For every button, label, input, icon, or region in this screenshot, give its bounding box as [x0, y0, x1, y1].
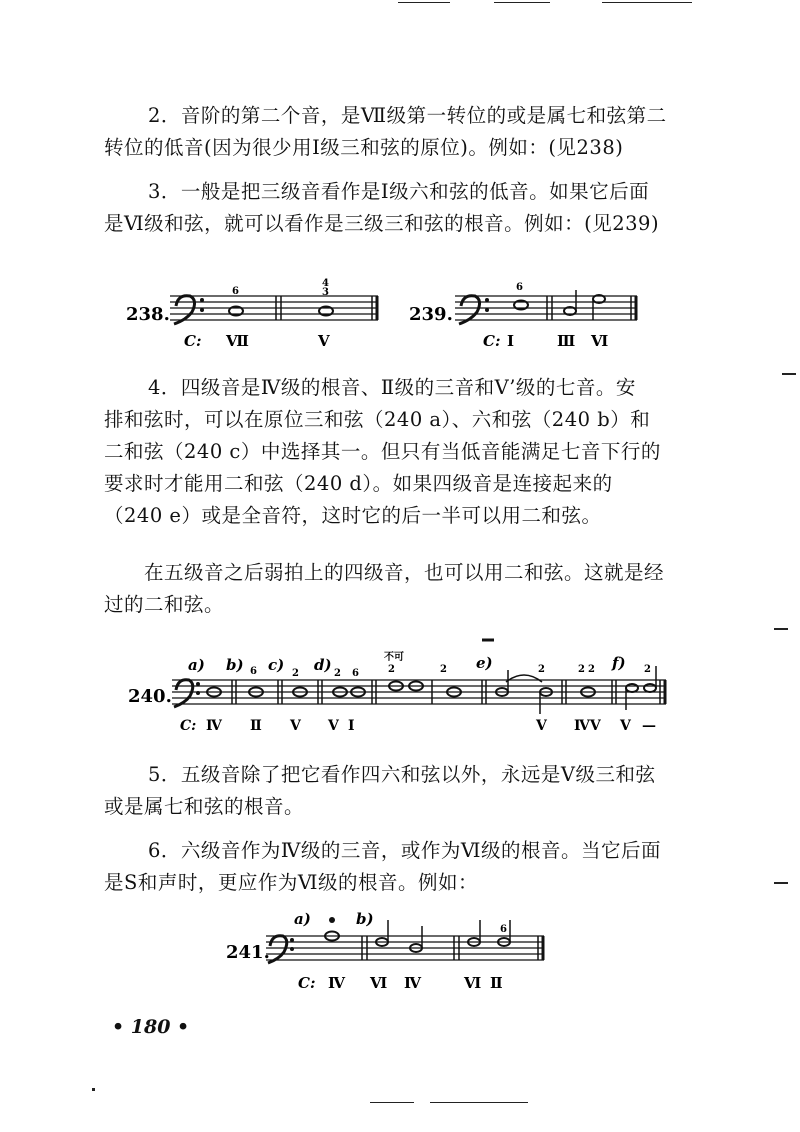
degree-label: Ⅰ	[507, 332, 515, 350]
figure-label: 6	[250, 666, 257, 677]
annotation-note: 不可	[384, 652, 404, 663]
bass-clef-dot	[200, 308, 204, 312]
corner-speck	[92, 1088, 95, 1091]
figure-label: 2	[334, 668, 341, 679]
bottom-rule	[430, 1102, 528, 1103]
figure-label: 2	[538, 664, 545, 675]
degree-label: Ⅴ	[620, 718, 631, 734]
figure-label: 4	[322, 278, 329, 289]
top-rule	[398, 2, 450, 3]
degree-label: —	[642, 718, 656, 734]
key-label: C:	[180, 718, 197, 734]
text-line: 是S和声时，更应作为Ⅵ级的根音。例如：	[104, 871, 478, 894]
figure-label: 2	[588, 664, 595, 675]
text-line: 二和弦（240 c）中选择其一。但只有当低音能满足七音下行的	[104, 440, 661, 463]
degree-label: Ⅲ	[557, 332, 576, 350]
figure-label: 6	[500, 924, 507, 935]
figure-label: 3	[322, 287, 329, 298]
example-number: 238.	[126, 304, 170, 325]
margin-tick	[782, 373, 796, 375]
degree-label: ⅣⅤ	[574, 718, 601, 734]
staff-lines	[455, 296, 637, 320]
degree-labels	[180, 718, 656, 734]
degree-label: Ⅴ	[290, 718, 301, 734]
staff-lines	[266, 936, 544, 960]
music-example-241	[222, 906, 552, 1000]
text-line: 要求时才能用二和弦（240 d）。如果四级音是连接起来的	[104, 472, 613, 495]
figure-label: 6	[232, 286, 239, 297]
page-number: • 180 •	[112, 1016, 190, 1038]
degree-label: Ⅵ	[464, 974, 482, 992]
bass-clef-dot	[485, 298, 489, 302]
text-line: 排和弦时，可以在原位三和弦（240 a）、六和弦（240 b）和	[104, 408, 651, 431]
degree-label: Ⅴ	[328, 718, 339, 734]
degree-label: Ⅳ	[404, 974, 422, 992]
figure-labels	[250, 664, 651, 679]
bottom-rule	[370, 1102, 414, 1103]
figure-label: 6	[352, 668, 359, 679]
bass-clef-dot	[485, 308, 489, 312]
text-line: 是Ⅵ级和弦，就可以看作是三级三和弦的根音。例如：(见239)	[104, 212, 660, 235]
bass-clef-dot	[290, 947, 294, 951]
text-line: （240 e）或是全音符，这时它的后一半可以用二和弦。	[104, 504, 602, 527]
bass-clef-dot	[200, 298, 204, 302]
degree-label: Ⅳ	[328, 974, 346, 992]
text-line: 4．四级音是Ⅳ级的根音、Ⅱ级的三音和Ⅴ’级的七音。安	[148, 376, 636, 399]
key-label: C:	[483, 332, 501, 350]
degree-labels	[298, 974, 503, 992]
top-rule	[494, 2, 550, 3]
music-example-239	[405, 276, 645, 356]
music-example-240	[126, 630, 676, 740]
section-label: b)	[356, 910, 374, 928]
bass-clef-dot	[290, 938, 294, 942]
paragraph-item-5	[104, 763, 694, 827]
top-rule	[602, 2, 692, 3]
example-number: 241.	[226, 942, 270, 963]
degree-label: Ⅵ	[370, 974, 388, 992]
note-stems	[388, 920, 510, 948]
section-label: d)	[314, 656, 332, 674]
key-label: C:	[184, 332, 202, 350]
paragraph-item-6	[104, 839, 694, 903]
section-label: f)	[612, 654, 626, 672]
degree-label: Ⅶ	[226, 332, 249, 350]
degree-label: Ⅴ	[318, 332, 330, 350]
figure-label: 2	[292, 668, 299, 679]
figure-label: 2	[388, 664, 395, 675]
bass-clef-dot	[196, 691, 200, 695]
text-line: 5．五级音除了把它看作四六和弦以外，永远是Ⅴ级三和弦	[148, 763, 656, 786]
section-label: a)	[294, 910, 311, 928]
key-label: C:	[298, 974, 316, 992]
section-label: a)	[188, 656, 205, 674]
staff-lines	[172, 680, 666, 704]
section-label: b)	[226, 656, 244, 674]
degree-label: Ⅱ	[490, 974, 503, 992]
tie	[506, 675, 542, 682]
degree-label: Ⅰ	[348, 718, 355, 734]
degree-label: Ⅵ	[591, 332, 609, 350]
degree-label: Ⅴ	[536, 718, 547, 734]
figure-label: 2	[578, 664, 585, 675]
text-line: 6．六级音作为Ⅳ级的三音，或作为Ⅵ级的根音。当它后面	[148, 839, 662, 862]
bass-clef-icon	[174, 680, 193, 707]
figure-label: 2	[644, 664, 651, 675]
bass-clef-dot	[196, 682, 200, 686]
text-line: 或是属七和弦的根音。	[104, 795, 305, 818]
margin-tick	[774, 882, 788, 884]
example-number: 239.	[409, 304, 453, 325]
text-line: 3．一般是把三级音看作是Ⅰ级六和弦的低音。如果它后面	[148, 180, 650, 203]
music-example-238	[120, 276, 390, 356]
paragraph-item-passing	[104, 561, 694, 625]
figure-label: 6	[516, 282, 523, 293]
degree-label: Ⅱ	[250, 718, 262, 734]
text-line: 转位的低音(因为很少用Ⅰ级三和弦的原位)。例如：(见238)	[104, 136, 624, 159]
half-notes	[376, 938, 510, 952]
example-number: 240.	[128, 686, 172, 707]
text-line: 过的二和弦。	[104, 593, 225, 616]
bass-clef-icon	[268, 936, 287, 963]
section-label: e)	[476, 654, 493, 672]
text-line: 在五级音之后弱拍上的四级音，也可以用二和弦。这就是经	[144, 561, 665, 584]
paragraph-item-2	[104, 104, 694, 168]
margin-tick	[774, 628, 788, 630]
text-line: 2．音阶的第二个音，是Ⅶ级第一转位的或是属七和弦第二	[148, 104, 667, 127]
paragraph-item-4	[104, 376, 694, 536]
dot-marker	[329, 917, 335, 923]
paragraph-item-3	[104, 180, 694, 244]
figure-label: 2	[440, 664, 447, 675]
degree-label: Ⅳ	[206, 718, 222, 734]
section-label: c)	[268, 656, 285, 674]
